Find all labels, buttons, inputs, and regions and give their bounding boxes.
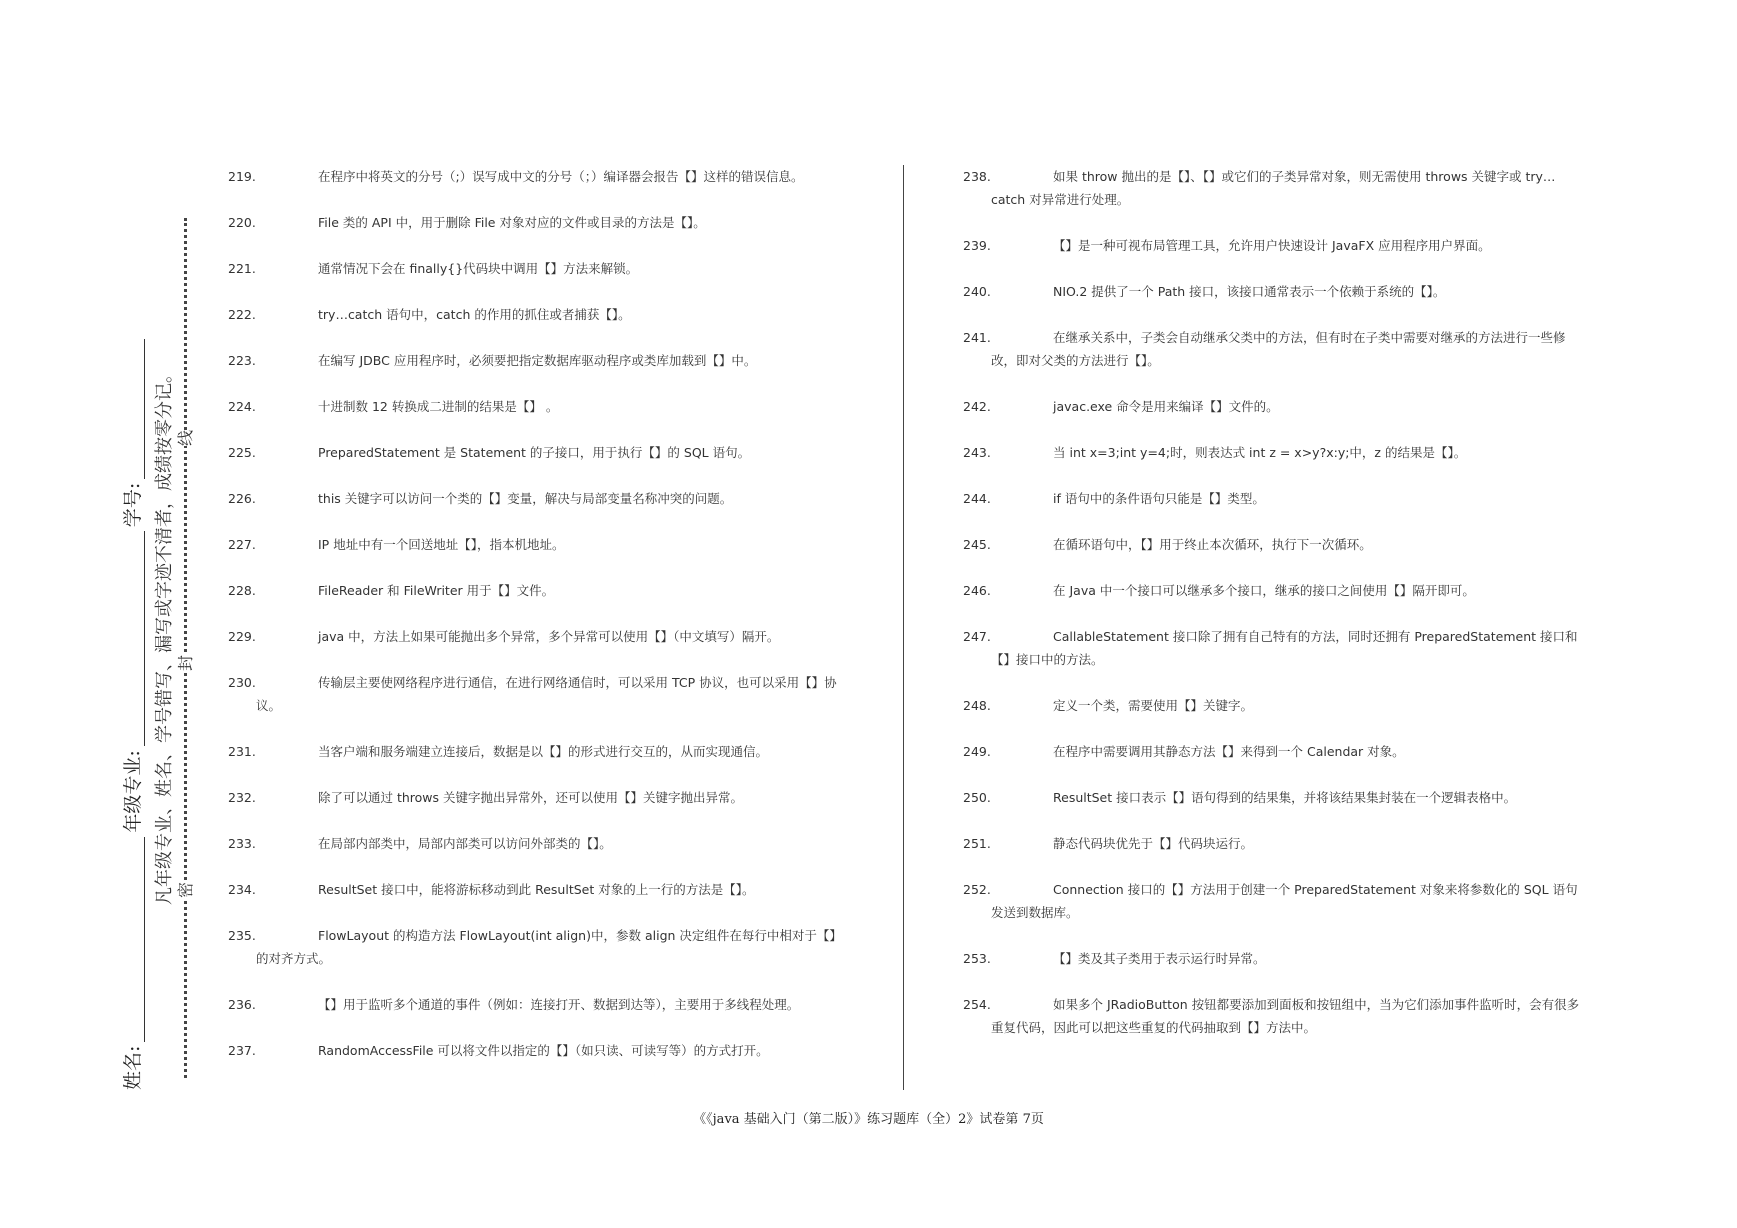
question-text: this 关键字可以访问一个类的【】变量，解决与局部变量名称冲突的问题。	[318, 491, 733, 506]
question-number: 226.	[228, 491, 256, 506]
question-number: 219.	[228, 169, 256, 184]
grade-field[interactable]	[122, 531, 145, 746]
question-number: 231.	[228, 744, 256, 759]
question-text: 通常情况下会在 finally{}代码块中调用【】方法来解锁。	[318, 261, 639, 276]
question-number: 253.	[963, 951, 991, 966]
question-231	[228, 740, 768, 763]
question-number: 223.	[228, 353, 256, 368]
binding-notice: 凡年级专业、姓名、学号错写、漏写或字迹不清者，成绩按零分记。	[154, 365, 175, 905]
question-text: 如果多个 JRadioButton 按钮都要添加到面板和按钮组中，当为它们添加事件监听时，会有很多重复代码，因此可以把这些重复的代码抽取到【】方法中。	[991, 997, 1580, 1035]
column-divider	[903, 165, 904, 1090]
question-number: 242.	[963, 399, 991, 414]
question-text: 除了可以通过 throws 关键字抛出异常外，还可以使用【】关键字抛出异常。	[318, 790, 744, 805]
question-text: 在局部内部类中，局部内部类可以访问外部类的【】。	[318, 836, 612, 851]
question-number: 235.	[228, 928, 256, 943]
question-228	[228, 579, 554, 602]
question-number: 236.	[228, 997, 256, 1012]
question-number: 220.	[228, 215, 256, 230]
question-233	[228, 832, 612, 855]
question-245	[963, 533, 1372, 556]
question-number: 241.	[963, 330, 991, 345]
grade-label: 年级专业:	[122, 750, 144, 833]
question-249	[963, 740, 1405, 763]
question-number: 228.	[228, 583, 256, 598]
question-222	[228, 303, 631, 326]
question-number: 234.	[228, 882, 256, 897]
question-text: 【】类及其子类用于表示运行时异常。	[1053, 951, 1266, 966]
question-252	[963, 878, 1583, 924]
question-text: try…catch 语句中，catch 的作用的抓住或者捕获【】。	[318, 307, 631, 322]
question-239	[963, 234, 1491, 257]
question-text: 在循环语句中，【】用于终止本次循环，执行下一次循环。	[1053, 537, 1372, 552]
question-250	[963, 786, 1516, 809]
question-text: 当 int x=3;int y=4;时，则表达式 int z = x>y?x:y;中，z 的结果是【】。	[1053, 445, 1467, 460]
question-text: 【】用于监听多个通道的事件（例如：连接打开、数据到达等），主要用于多线程处理。	[318, 997, 800, 1012]
question-248	[963, 694, 1253, 717]
question-text: 在编写 JDBC 应用程序时，必须要把指定数据库驱动程序或类库加载到【】中。	[318, 353, 757, 368]
question-253	[963, 947, 1266, 970]
question-number: 243.	[963, 445, 991, 460]
question-number: 222.	[228, 307, 256, 322]
question-229	[228, 625, 779, 648]
question-number: 240.	[963, 284, 991, 299]
question-text: NIO.2 提供了一个 Path 接口，该接口通常表示一个依赖于系统的【】。	[1053, 284, 1446, 299]
question-number: 249.	[963, 744, 991, 759]
seal-char-xian: 线	[176, 429, 195, 446]
question-number: 233.	[228, 836, 256, 851]
question-number: 221.	[228, 261, 256, 276]
question-text: FileReader 和 FileWriter 用于【】文件。	[318, 583, 555, 598]
question-number: 250.	[963, 790, 991, 805]
question-number: 227.	[228, 537, 256, 552]
question-number: 239.	[963, 238, 991, 253]
question-text: 十进制数 12 转换成二进制的结果是【】 。	[318, 399, 559, 414]
question-text: 在程序中需要调用其静态方法【】来得到一个 Calendar 对象。	[1053, 744, 1405, 759]
question-246	[963, 579, 1475, 602]
question-number: 224.	[228, 399, 256, 414]
question-number: 244.	[963, 491, 991, 506]
seal-dotted-line	[184, 218, 187, 1078]
student-id-label: 学号:	[122, 482, 144, 528]
question-number: 229.	[228, 629, 256, 644]
student-id-field[interactable]	[122, 339, 145, 479]
question-text: java 中，方法上如果可能抛出多个异常，多个异常可以使用【】（中文填写）隔开。	[318, 629, 780, 644]
question-text: 在程序中将英文的分号（;）误写成中文的分号（；）编译器会报告【】这样的错误信息。	[318, 169, 804, 184]
question-241	[963, 326, 1583, 372]
question-240	[963, 280, 1445, 303]
question-224	[228, 395, 558, 418]
question-236	[228, 993, 799, 1016]
question-220	[228, 211, 706, 234]
question-number: 252.	[963, 882, 991, 897]
question-225	[228, 441, 750, 464]
question-number: 245.	[963, 537, 991, 552]
question-226	[228, 487, 732, 510]
question-text: 在继承关系中，子类会自动继承父类中的方法，但有时在子类中需要对继承的方法进行一些修改，即对父类的方法进行【】。	[991, 330, 1566, 368]
question-text: javac.exe 命令是用来编译【】文件的。	[1053, 399, 1279, 414]
question-text: ResultSet 接口中，能将游标移动到此 ResultSet 对象的上一行的方法是【】。	[318, 882, 755, 897]
question-number: 254.	[963, 997, 991, 1012]
question-243	[963, 441, 1466, 464]
question-244	[963, 487, 1265, 510]
question-text: 当客户端和服务端建立连接后，数据是以【】的形式进行交互的，从而实现通信。	[318, 744, 769, 759]
question-number: 230.	[228, 675, 256, 690]
question-223	[228, 349, 756, 372]
question-text: 定义一个类，需要使用【】关键字。	[1053, 698, 1254, 713]
question-235	[228, 924, 848, 970]
question-232	[228, 786, 743, 809]
question-text: PreparedStatement 是 Statement 的子接口，用于执行【】的 SQL 语句。	[318, 445, 751, 460]
seal-char-feng: 封	[176, 654, 195, 671]
name-field[interactable]	[122, 837, 145, 1042]
question-number: 248.	[963, 698, 991, 713]
page-footer: 《《java 基础入门（第二版）》练习题库（全）2》试卷第 7页	[693, 1112, 1044, 1127]
question-text: RandomAccessFile 可以将文件以指定的【】（如只读、可读写等）的方式打开。	[318, 1043, 769, 1058]
question-227	[228, 533, 564, 556]
student-info-line	[118, 339, 145, 1090]
question-text: if 语句中的条件语句只能是【】类型。	[1053, 491, 1265, 506]
question-text: 在 Java 中一个接口可以继承多个接口，继承的接口之间使用【】隔开即可。	[1053, 583, 1475, 598]
question-251	[963, 832, 1253, 855]
question-254	[963, 993, 1583, 1039]
question-219	[228, 165, 803, 188]
question-247	[963, 625, 1583, 671]
question-text: FlowLayout 的构造方法 FlowLayout(int align)中，参数 align 决定组件在每行中相对于【】的对齐方式。	[256, 928, 842, 966]
question-238	[963, 165, 1583, 211]
question-text: 传输层主要使网络程序进行通信，在进行网络通信时，可以采用 TCP 协议，也可以采用【】协议。	[256, 675, 837, 713]
question-230	[228, 671, 848, 717]
seal-char-mi: 密	[176, 881, 195, 898]
question-number: 232.	[228, 790, 256, 805]
question-234	[228, 878, 754, 901]
question-text: ResultSet 接口表示【】语句得到的结果集，并将该结果集封装在一个逻辑表格中。	[1053, 790, 1517, 805]
question-text: 静态代码块优先于【】代码块运行。	[1053, 836, 1254, 851]
question-text: IP 地址中有一个回送地址【】，指本机地址。	[318, 537, 565, 552]
question-number: 238.	[963, 169, 991, 184]
question-number: 237.	[228, 1043, 256, 1058]
question-text: CallableStatement 接口除了拥有自己特有的方法，同时还拥有 PreparedStatement 接口和【】接口中的方法。	[991, 629, 1578, 667]
question-text: Connection 接口的【】方法用于创建一个 PreparedStatement 对象来将参数化的 SQL 语句发送到数据库。	[991, 882, 1578, 920]
question-number: 225.	[228, 445, 256, 460]
question-text: File 类的 API 中，用于删除 File 对象对应的文件或目录的方法是【】。	[318, 215, 706, 230]
question-text: 如果 throw 抛出的是【】、【】或它们的子类异常对象，则无需使用 throws 关键字或 try…catch 对异常进行处理。	[991, 169, 1556, 207]
question-text: 【】是一种可视布局管理工具，允许用户快速设计 JavaFX 应用程序用户界面。	[1053, 238, 1491, 253]
question-221	[228, 257, 638, 280]
question-number: 247.	[963, 629, 991, 644]
question-number: 246.	[963, 583, 991, 598]
name-label: 姓名:	[122, 1045, 144, 1090]
question-242	[963, 395, 1279, 418]
question-number: 251.	[963, 836, 991, 851]
question-237	[228, 1039, 769, 1062]
